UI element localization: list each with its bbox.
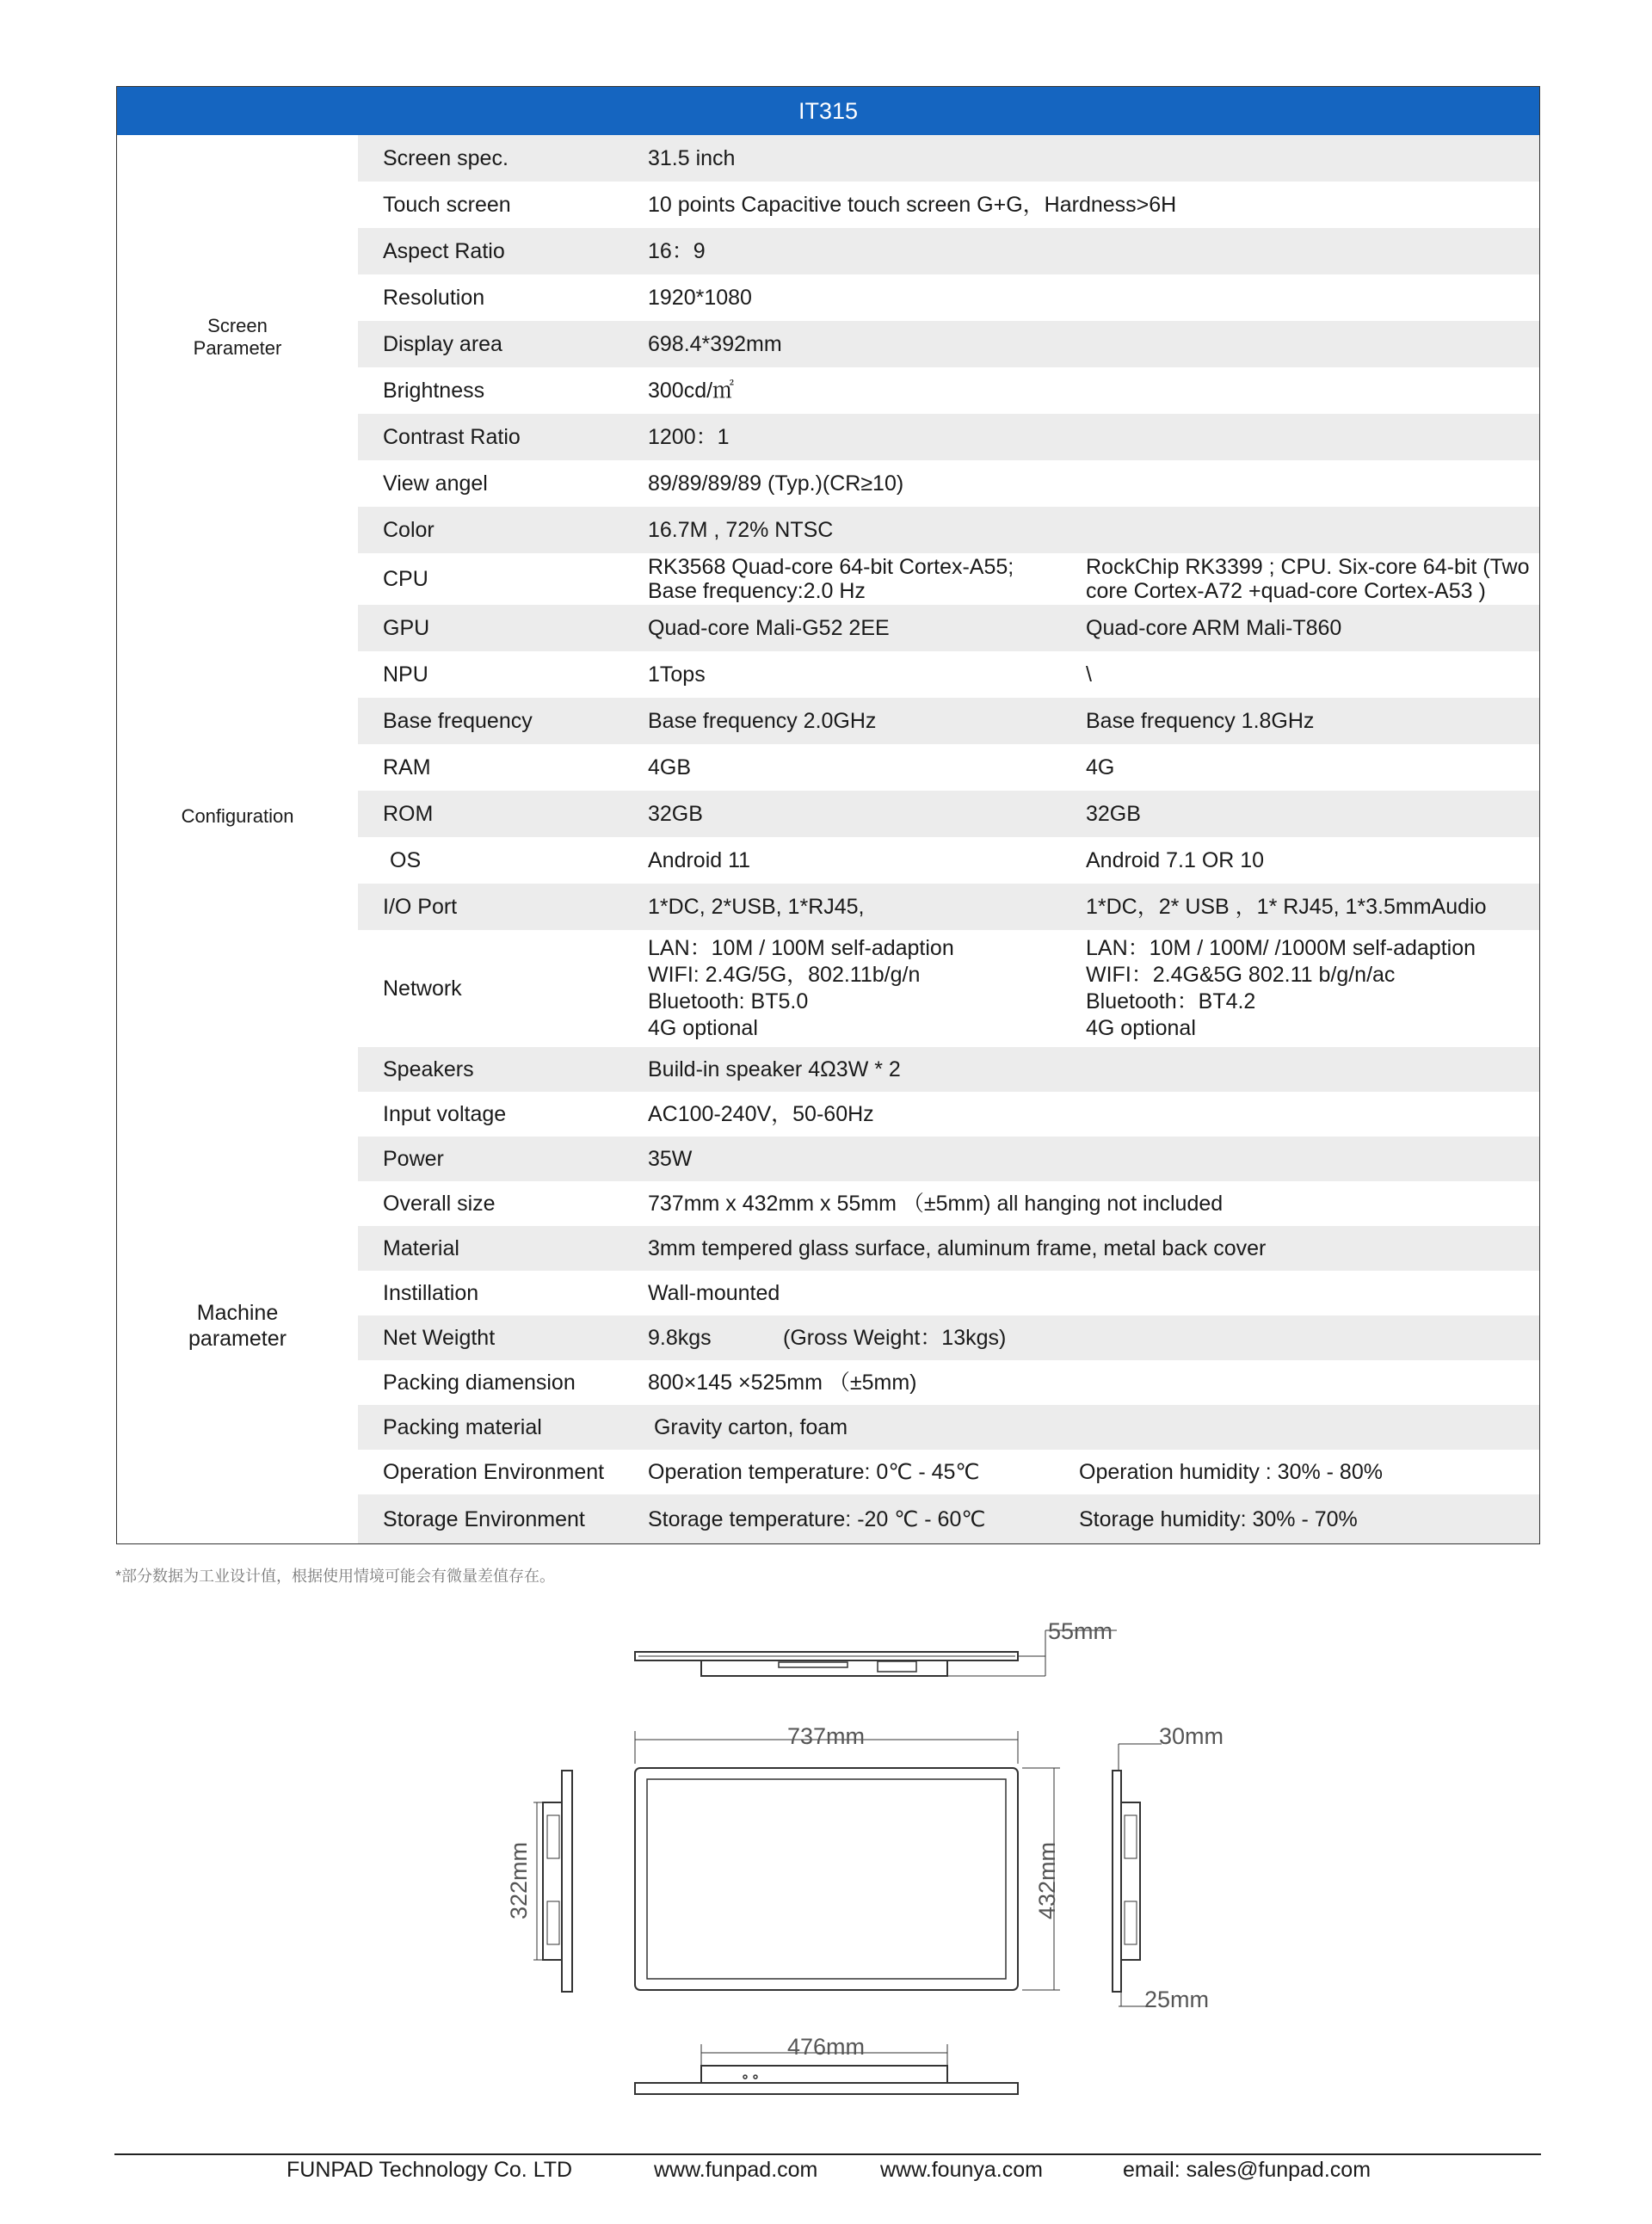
row-label: Instillation (383, 1281, 479, 1305)
top-view-drawing (635, 1630, 1117, 1676)
row-value-2: 4G (1086, 755, 1115, 779)
row-label: CPU (383, 567, 428, 591)
row-label: Overall size (383, 1192, 496, 1216)
row-label: OS (390, 848, 422, 872)
footer-company: FUNPAD Technology Co. LTD (287, 2158, 573, 2182)
row-label: ROM (383, 802, 434, 826)
row-value-1: LAN：10M / 100M self-adaption WIFI: 2.4G/5G，802.11b/g/n Bluetooth: BT5.0 4G optional (648, 936, 954, 1040)
dim-side-bottom: 25mm (1144, 1987, 1210, 2012)
row-value-2: Quad-core ARM Mali-T860 (1086, 616, 1342, 640)
row-value: 31.5 inch (648, 146, 736, 170)
dim-side-top: 30mm (1159, 1723, 1224, 1749)
row-label: Input voltage (383, 1102, 507, 1126)
dim-height: 432mm (1034, 1841, 1060, 1920)
footnote: *部分数据为工业设计值，根据使用情境可能会有微量差值存在。 (115, 1568, 556, 1585)
row-label: Packing diamension (383, 1371, 576, 1395)
footer-website-2[interactable]: www.founya.com (880, 2158, 1043, 2182)
row-value: 698.4*392mm (648, 332, 782, 356)
right-side-view-drawing (1113, 1744, 1162, 2006)
row-label: Net Weigtht (383, 1326, 496, 1350)
row-label: GPU (383, 616, 430, 640)
row-label: View angel (383, 471, 488, 496)
row-value: Build-in speaker 4Ω3W * 2 (648, 1057, 901, 1081)
row-value: 1200：1 (648, 425, 730, 449)
row-value-1: Base frequency 2.0GHz (648, 709, 877, 733)
row-label: Screen spec. (383, 146, 509, 170)
row-value: 9.8kgs (Gross Weight：13kgs) (648, 1326, 1007, 1350)
row-label: Power (383, 1147, 444, 1171)
row-label: Resolution (383, 286, 485, 310)
row-label: Touch screen (383, 193, 511, 217)
row-value-1: Quad-core Mali-G52 2EE (648, 616, 890, 640)
front-view-drawing (635, 1731, 1060, 1990)
row-value-1: 32GB (648, 802, 703, 826)
row-label: Aspect Ratio (383, 239, 505, 263)
row-label: Brightness (383, 379, 485, 403)
row-value-2: RockChip RK3399 ; CPU. Six-core 64-bit (Two core Cortex-A72 +quad-core Cortex-A53 ) (1086, 555, 1530, 603)
group-machine-label: Machine parameter (188, 1301, 287, 1351)
row-label: Display area (383, 332, 502, 356)
row-value-1: 1Tops (648, 662, 706, 687)
row-value: 3mm tempered glass surface, aluminum frame, metal back cover (648, 1236, 1267, 1260)
row-value: 1920*1080 (648, 286, 752, 310)
row-value: 800×145 ×525mm （±5mm) (648, 1371, 917, 1395)
footer-website-1[interactable]: www.funpad.com (654, 2158, 818, 2182)
row-value: 10 points Capacitive touch screen G+G，Hardness>6H (648, 193, 1177, 217)
group-config-label: Configuration (181, 805, 294, 827)
row-value-2: LAN：10M / 100M/ /1000M self-adaption WIFI：2.4G&5G 802.11 b/g/n/ac Bluetooth：BT4.2 4G optional (1086, 936, 1476, 1040)
dim-left-height: 322mm (506, 1841, 532, 1920)
row-label: Packing material (383, 1415, 542, 1439)
row-label: Speakers (383, 1057, 474, 1081)
row-value-2: 1*DC，2* USB ，1* RJ45, 1*3.5mmAudio (1086, 895, 1487, 919)
row-value-1: 4GB (648, 755, 692, 779)
row-value: AC100-240V，50-60Hz (648, 1102, 874, 1126)
row-value-2: Base frequency 1.8GHz (1086, 709, 1315, 733)
row-value-1: RK3568 Quad-core 64-bit Cortex-A55; Base frequency:2.0 Hz (648, 555, 1014, 603)
row-value-1: Operation temperature: 0℃ - 45℃ (648, 1460, 980, 1484)
table-title: IT315 (117, 87, 1539, 135)
row-value-1: Storage temperature: -20 ℃ - 60℃ (648, 1506, 986, 1531)
row-value: 16：9 (648, 239, 706, 263)
row-label: NPU (383, 662, 428, 687)
row-value-2: Operation humidity : 30% - 80% (1079, 1460, 1383, 1484)
dim-width: 737mm (786, 1723, 866, 1749)
row-label: RAM (383, 755, 431, 779)
dim-depth: 55mm (1048, 1618, 1113, 1644)
row-value: 35W (648, 1147, 693, 1171)
row-value-2: 32GB (1086, 802, 1141, 826)
row-label: Operation Environment (383, 1460, 605, 1484)
left-side-view-drawing (533, 1771, 572, 1992)
row-value: Wall-mounted (648, 1281, 780, 1305)
row-value-1: 1*DC, 2*USB, 1*RJ45, (648, 895, 865, 919)
row-value: 737mm x 432mm x 55mm （±5mm) all hanging not included (648, 1192, 1224, 1216)
row-label: Color (383, 518, 435, 542)
row-value-2: Storage humidity: 30% - 70% (1079, 1506, 1358, 1531)
row-value-1: Android 11 (648, 848, 751, 872)
row-value: 89/89/89/89 (Typ.)(CR≥10) (648, 471, 904, 496)
row-label: Contrast Ratio (383, 425, 521, 449)
row-label: I/O Port (383, 895, 458, 919)
row-label: Base frequency (383, 709, 533, 733)
row-label: Storage Environment (383, 1506, 585, 1531)
row-label: Network (383, 976, 462, 1001)
row-value: Gravity carton, foam (648, 1415, 848, 1439)
footer-email[interactable]: email: sales@funpad.com (1123, 2158, 1372, 2182)
group-screen-label: Screen Parameter (193, 315, 282, 359)
footer-divider (114, 2153, 1541, 2155)
row-value: 300cd/㎡ (648, 379, 735, 403)
row-label: Material (383, 1236, 459, 1260)
row-value: 16.7M , 72% NTSC (648, 518, 834, 542)
dim-bottom: 476mm (786, 2034, 866, 2060)
row-value-2: Android 7.1 OR 10 (1086, 848, 1265, 872)
row-value-2: \ (1086, 662, 1092, 687)
